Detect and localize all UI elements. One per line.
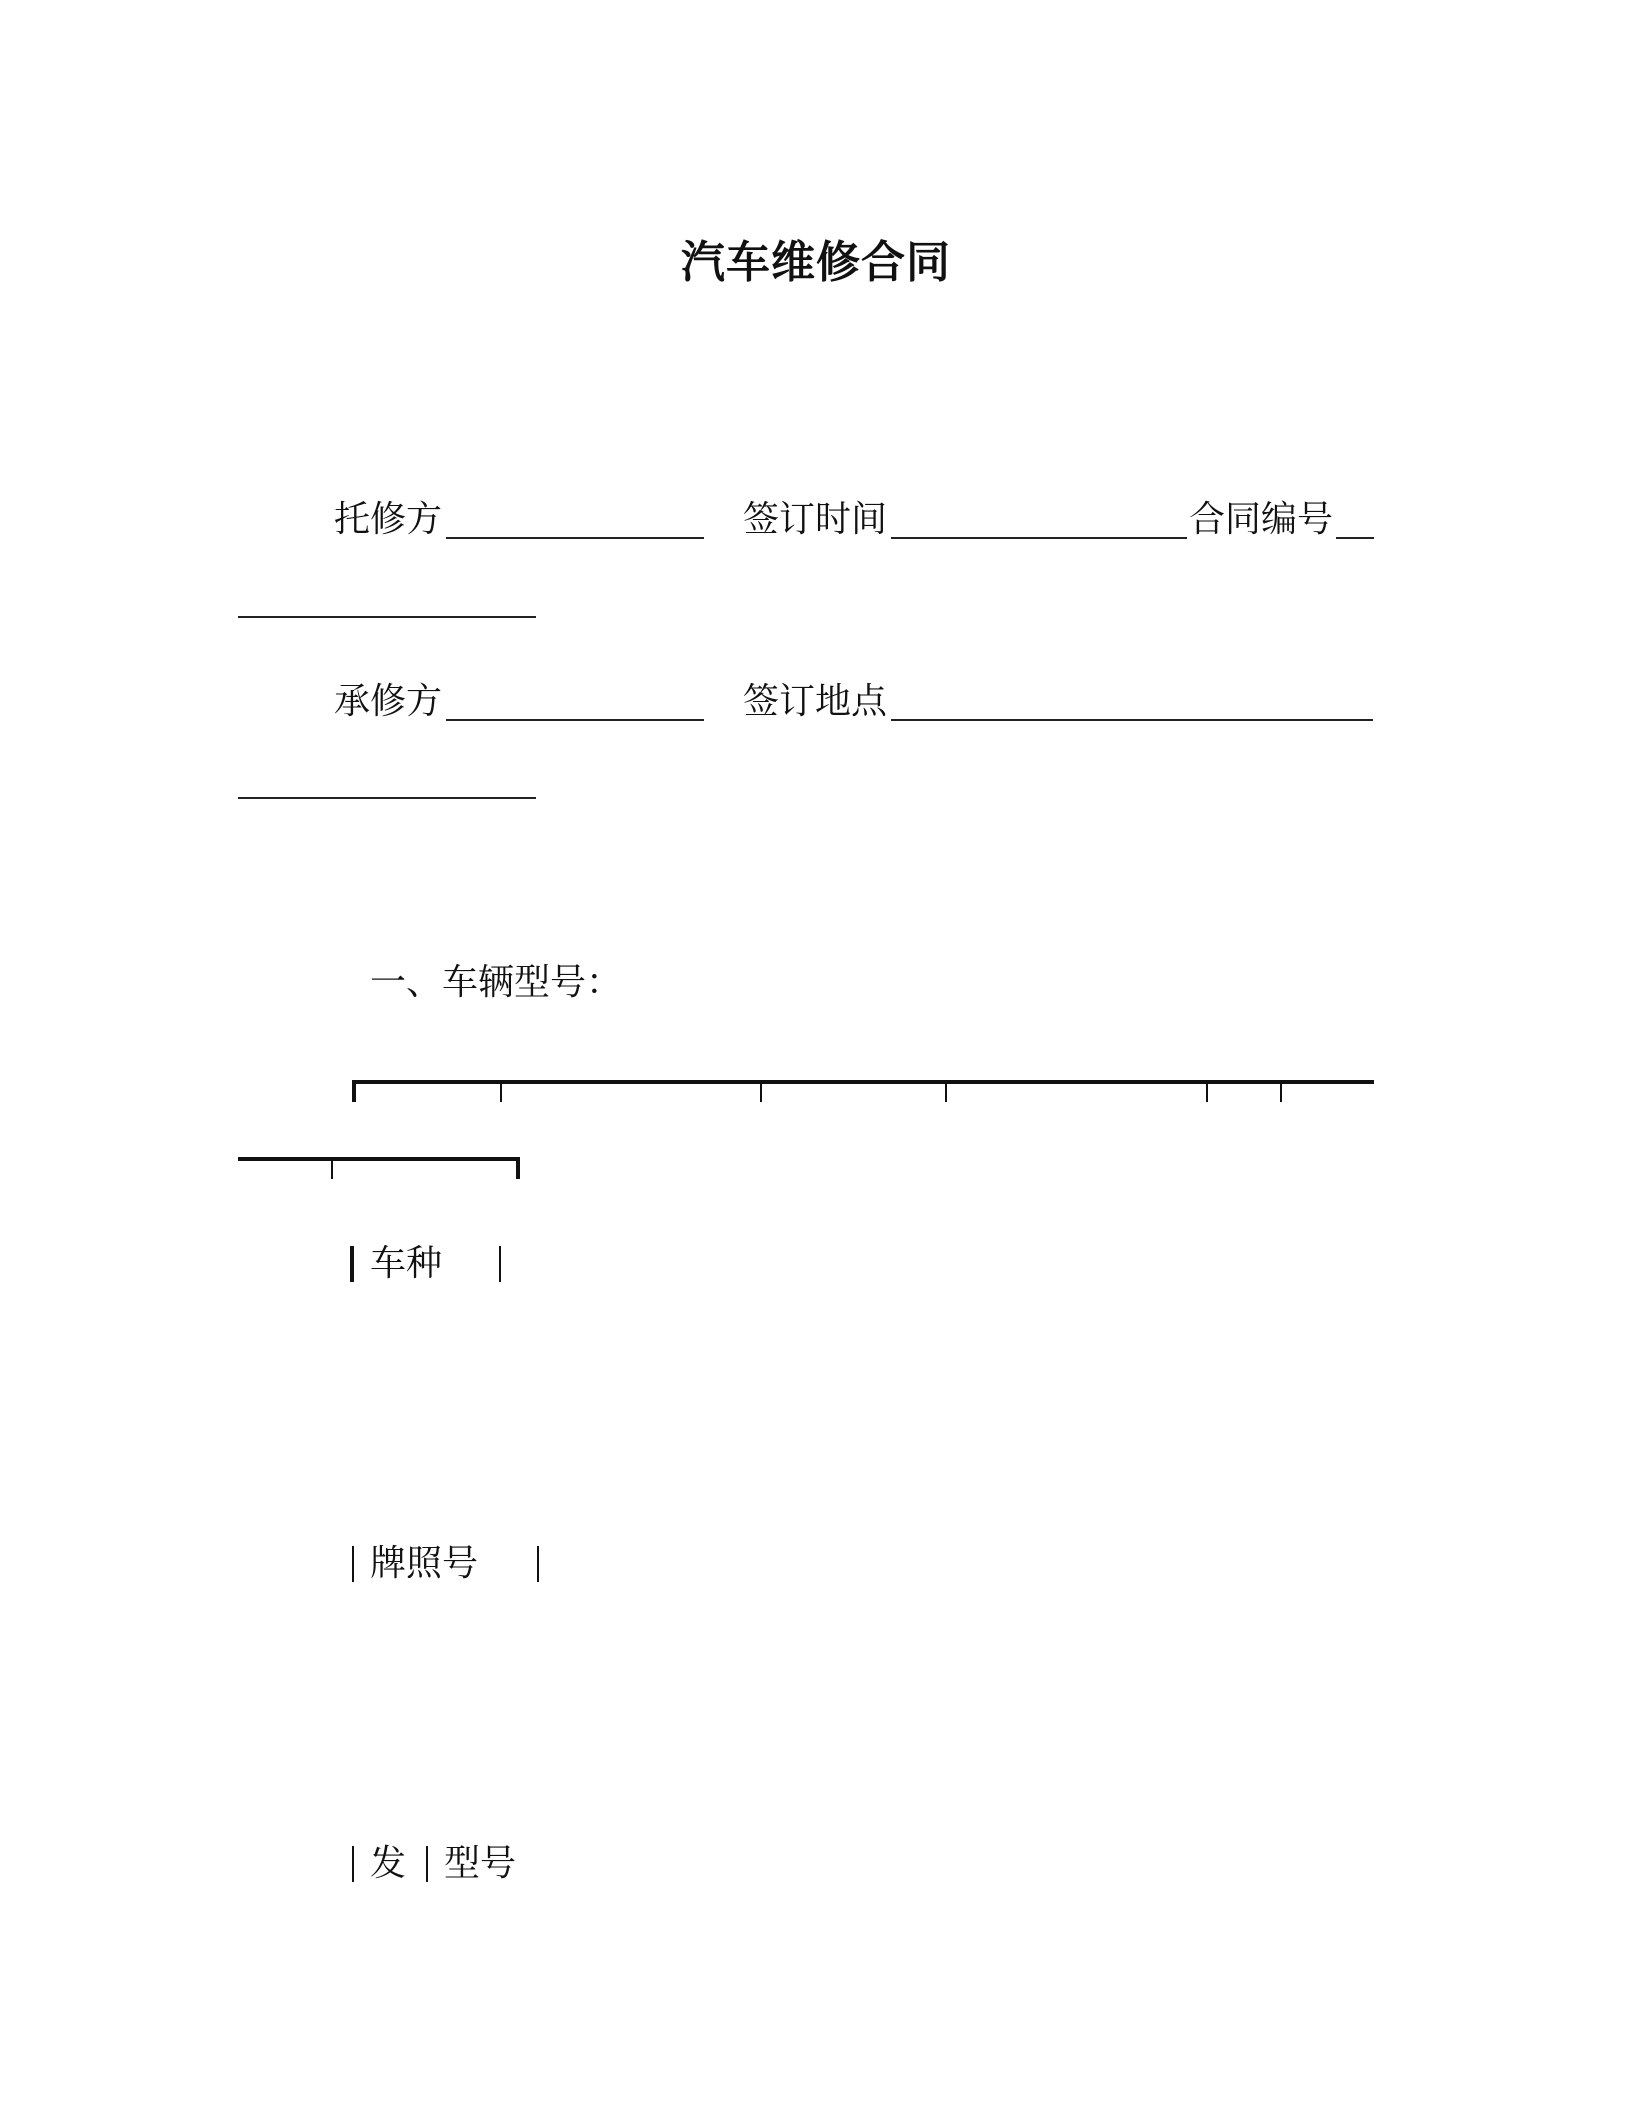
table-border-tick — [500, 1082, 502, 1102]
table-cell-border — [537, 1546, 539, 1582]
contractor-blank[interactable] — [446, 719, 704, 721]
sign-place-blank-continued[interactable] — [238, 797, 536, 799]
license-plate-label: 牌照号 — [370, 1543, 479, 1584]
model-label: 型号 — [444, 1843, 517, 1884]
sign-time-label: 签订时间 — [743, 499, 888, 540]
table-border-tick — [1280, 1082, 1282, 1102]
table-cell-border — [352, 1546, 354, 1582]
table-border-tick — [760, 1082, 762, 1102]
vehicle-type-label: 车种 — [370, 1243, 443, 1284]
sign-time-blank[interactable] — [891, 537, 1187, 539]
sign-place-label: 签订地点 — [743, 681, 888, 722]
document-title: 汽车维修合同 — [681, 237, 951, 288]
table-cell-border — [350, 1246, 354, 1282]
table-border-tick — [516, 1157, 520, 1179]
table-cell-border — [352, 1846, 354, 1882]
contractor-label: 承修方 — [334, 681, 443, 722]
contract-no-blank[interactable] — [1336, 537, 1374, 539]
sign-place-blank[interactable] — [891, 719, 1373, 721]
contract-no-blank-continued[interactable] — [238, 616, 536, 618]
client-blank[interactable] — [446, 537, 704, 539]
table-top-border-continued — [238, 1157, 520, 1161]
contract-no-label: 合同编号 — [1189, 499, 1334, 540]
table-cell-border — [499, 1246, 501, 1282]
table-cell-border — [426, 1846, 428, 1882]
client-label: 托修方 — [334, 499, 443, 540]
table-border-tick — [1206, 1082, 1208, 1102]
table-top-border — [352, 1080, 1374, 1084]
table-border-tick — [945, 1082, 947, 1102]
table-border-tick — [352, 1080, 356, 1102]
section-heading-vehicle-model: 一、车辆型号： — [370, 962, 623, 1003]
table-border-tick — [331, 1159, 333, 1179]
engine-label: 发 — [370, 1843, 407, 1884]
